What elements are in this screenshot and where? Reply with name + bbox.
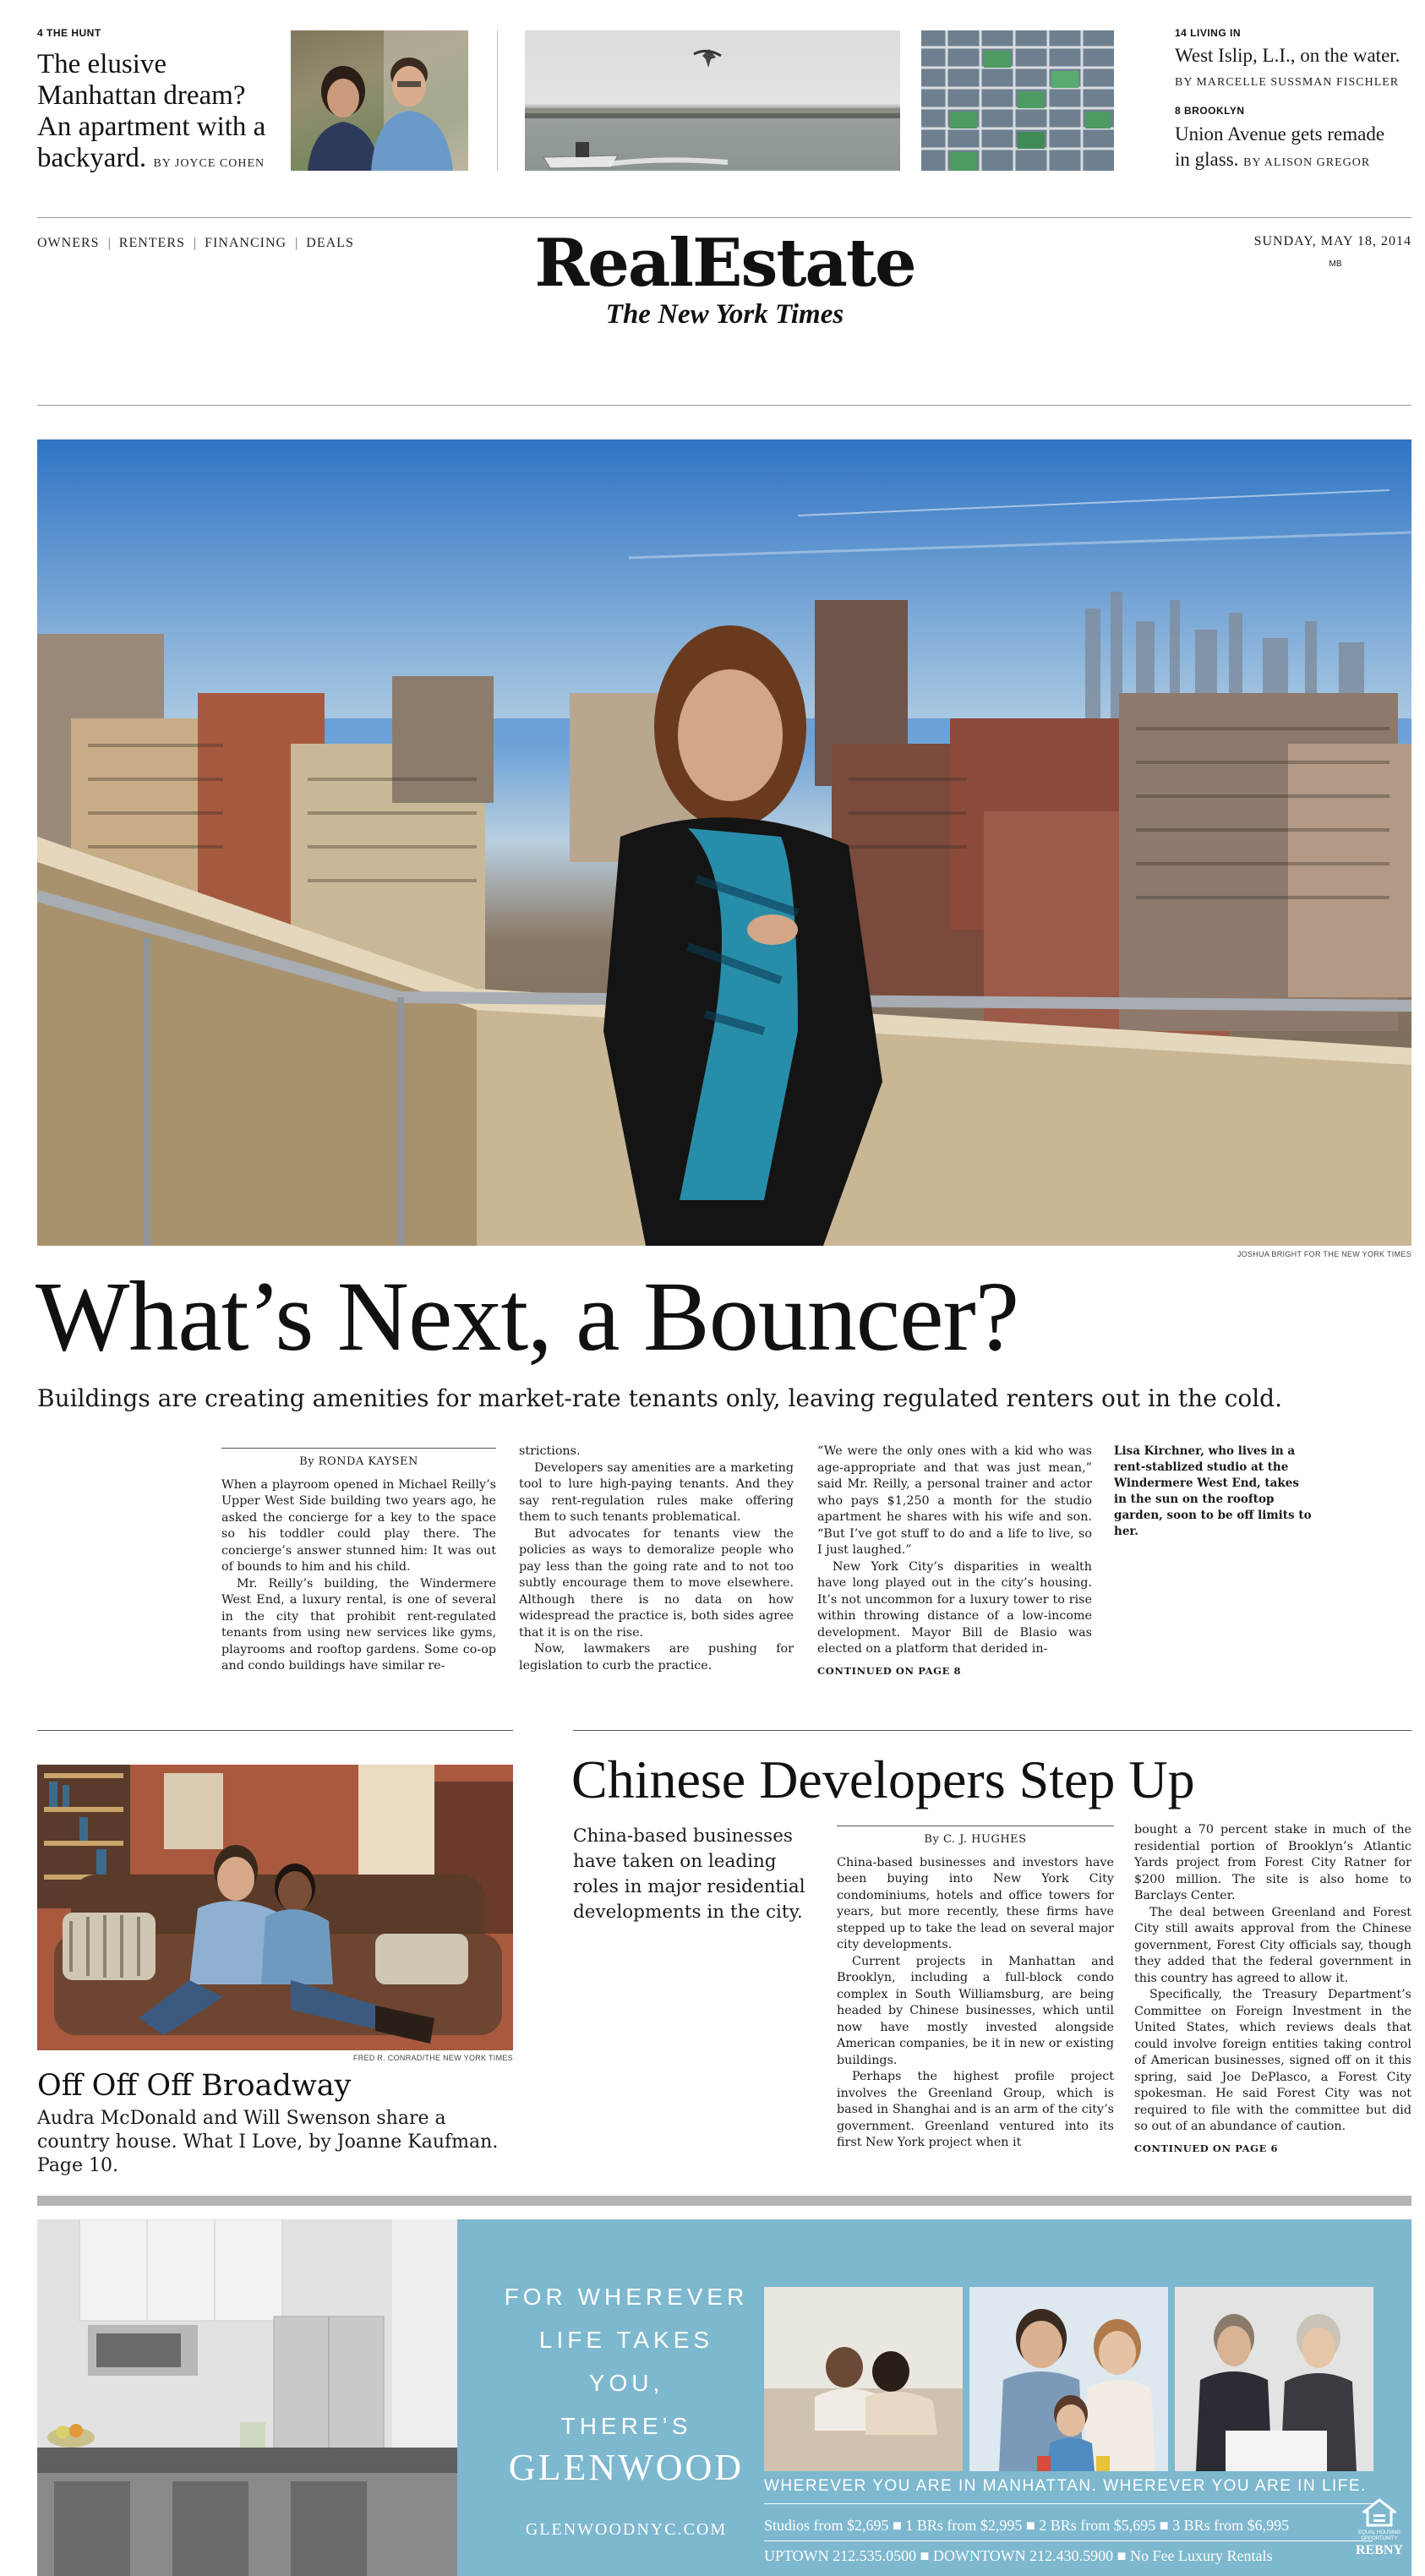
second-blurb: Audra McDonald and Will Swenson share a country house. What I Love, by Joanne Kaufman. Page 10.	[37, 2108, 499, 2176]
ad-url[interactable]: GLENWOODNYC.COM	[525, 2520, 728, 2539]
third-paragraph: Specifically, the Treasury Department’s Committee on Foreign Investment in the United States, which reviews deals that could involve foreign entities taking control of American businesses, signed off on it this spring, said Joe DePlasco, a Forest City spokesman. He said Forest City was not required to file with the committee but did so out of an abundance of caution.	[1134, 1988, 1411, 2133]
lead-paragraph: Developers say amenities are a marketing tool to lure high-paying tenants. And they say rent-regulation rules make offering them to such tenants problematical.	[519, 1460, 794, 1524]
teaser-line: The elusive	[37, 49, 167, 79]
teaser-headline-union-ave[interactable]	[1175, 122, 1420, 176]
second-story-rule	[37, 1730, 513, 1731]
boat-illustration	[525, 30, 900, 171]
couple-sofa-illustration	[764, 2287, 963, 2471]
teaser-line: An apartment with a	[37, 112, 266, 142]
third-column-2	[1134, 1822, 1411, 2157]
lead-column-1	[221, 1448, 496, 1675]
lead-paragraph: Now, lawmakers are pushing for legislation to curb the practice.	[519, 1642, 794, 1673]
lead-column-3	[817, 1444, 1092, 1679]
third-column-1	[837, 1826, 1114, 2152]
family-illustration	[969, 2287, 1168, 2471]
nav-separator: |	[193, 236, 197, 250]
kitchen-illustration	[37, 2219, 457, 2576]
teaser-line: Union Avenue gets remade	[1175, 123, 1385, 145]
second-headline[interactable]: Off Off Off Broadway	[37, 2069, 352, 2103]
ad-tagline	[457, 2275, 795, 2448]
third-paragraph: Perhaps the highest profile project involves the Greenland Group, which is based in Shanghai and is an arm of the city’s government. Greenland ventured into its first New York project when it	[837, 2070, 1114, 2149]
masthead-top-rule	[37, 217, 1411, 218]
issue-date: SUNDAY, MAY 18, 2014	[1253, 234, 1411, 248]
teaser-byline-west-islip: BY MARCELLE SUSSMAN FISCHLER	[1175, 76, 1400, 89]
third-deck: China-based businesses have taken on leading roles in major residential developments in the city.	[573, 1826, 805, 1923]
teaser-line: backyard.	[37, 143, 147, 173]
teaser-headline-hunt[interactable]	[37, 49, 291, 179]
nav-separator: |	[295, 236, 298, 250]
ad-tagline-line: YOU,	[588, 2370, 664, 2396]
glenwood-ad[interactable]	[37, 2219, 1411, 2576]
teaser-kicker-living-in: 14 LIVING IN	[1175, 27, 1242, 39]
teaser-divider	[497, 30, 498, 171]
teaser-photo-couple[interactable]	[291, 30, 468, 171]
ad-brand[interactable]: GLENWOOD	[508, 2447, 745, 2488]
teaser-kicker-brooklyn: 8 BROOKLYN	[1175, 105, 1245, 117]
ad-photo-older-couple	[1175, 2287, 1373, 2471]
third-paragraph: China-based businesses and investors have been buying into New York City condominiums, hotels and office towers for years, but more recently, these firms have stepped up to take the lead on several major city developments.	[837, 1855, 1114, 1951]
ad-contacts[interactable]: UPTOWN 212.535.0500 ■ DOWNTOWN 212.430.5900 ■ No Fee Luxury Rentals	[764, 2547, 1273, 2564]
lead-continued-link[interactable]: CONTINUED ON PAGE 8	[817, 1664, 962, 1677]
nav-deals[interactable]: DEALS	[306, 236, 354, 250]
lead-headline[interactable]: What’s Next, a Bouncer?	[35, 1261, 1019, 1372]
teaser-photo-boat[interactable]	[525, 30, 900, 171]
second-photo-credit: FRED R. CONRAD/THE NEW YORK TIMES	[352, 2054, 513, 2062]
living-room-illustration	[37, 1765, 513, 2050]
teaser-byline: BY JOYCE COHEN	[153, 157, 265, 170]
lead-paragraph: strictions.	[519, 1444, 581, 1458]
lead-paragraph: New York City’s disparities in wealth have long played out in the city’s housing. It’s not uncommon for a luxury tower to rise within throwing distance of a low-income development. Mayor Bill de Blasio was elected on a platform that derided in-	[817, 1559, 1092, 1656]
section-nav	[37, 234, 354, 251]
third-story-rule	[573, 1730, 1411, 1731]
ad-tagline-line: FOR WHEREVER	[504, 2284, 749, 2310]
nav-renters[interactable]: RENTERS	[118, 236, 185, 250]
teaser-line: Manhattan dream?	[37, 80, 246, 111]
teaser-line: in glass.	[1175, 149, 1239, 170]
ad-prices: Studios from $2,695 ■ 1 BRs from $2,995 ■ 2 BRs from $5,695 ■ 3 BRs from $6,995	[764, 2517, 1290, 2534]
third-continued-link[interactable]: CONTINUED ON PAGE 6	[1134, 2142, 1279, 2154]
teaser-byline-union-ave: BY ALISON GREGOR	[1243, 156, 1371, 169]
lead-paragraph: When a playroom opened in Michael Reilly’s Upper West Side building two years ago, he asked the concierge for a key to the space so his toddler could play there. The concierge’s answer stunned him: It was out of bounds to him and his child.	[221, 1477, 496, 1574]
lead-byline: By RONDA KAYSEN	[221, 1448, 496, 1471]
lead-deck: Buildings are creating amenities for market-rate tenants only, leaving regulated renters out in the cold.	[37, 1384, 1282, 1412]
lead-paragraph: “We were the only ones with a kid who was age-appropriate and that was just mean,” said Mr. Reilly, a personal trainer and actor who pays $1,250 a month for the studio apartment he shares with his wife and son. “But I’ve got stuff to do and a life to live, so I just laughed.”	[817, 1444, 1092, 1557]
third-headline[interactable]: Chinese Developers Step Up	[571, 1749, 1195, 1809]
couple-illustration	[291, 30, 468, 171]
equal-housing-logo	[1347, 2498, 1411, 2576]
lead-column-2	[519, 1444, 794, 1674]
lead-paragraph: Mr. Reilly’s building, the Windermere West End, a luxury rental, is one of several in the city that prohibit rent-regulated tenants from using new services like gyms, playrooms and rooftop gardens. Some co-op and condo buildings have similar re-	[221, 1576, 496, 1673]
ad-tagline-line: THERE’S	[560, 2413, 692, 2439]
edition-code: MB	[1329, 259, 1342, 269]
older-couple-illustration	[1175, 2287, 1373, 2471]
second-story-photo[interactable]	[37, 1765, 513, 2050]
rebny-logo: REBNY	[1355, 2543, 1403, 2557]
lead-paragraph: But advocates for tenants view the policies as ways to demoralize people who pay less than the going rate and to not too subtly encourage them to move elsewhere. Although there is no data on how widespread the practice is, both sides agree that it is on the rise.	[519, 1526, 794, 1640]
section-title[interactable]: RealEstate	[534, 225, 915, 302]
ad-tagline-line: LIFE TAKES	[538, 2327, 714, 2353]
equal-housing-label: EQUAL HOUSING OPPORTUNITY	[1358, 2530, 1400, 2541]
teaser-photo-building[interactable]	[921, 30, 1114, 171]
ad-divider	[764, 2503, 1373, 2504]
nav-owners[interactable]: OWNERS	[37, 236, 100, 250]
building-illustration	[921, 30, 1114, 171]
ad-top-bar	[37, 2196, 1411, 2206]
ad-photo-family	[969, 2287, 1168, 2471]
rooftop-illustration	[37, 439, 1411, 1246]
lead-photo[interactable]	[37, 439, 1411, 1246]
ad-kitchen-photo	[37, 2219, 457, 2576]
teaser-kicker-hunt: 4 THE HUNT	[37, 27, 101, 39]
masthead-bottom-rule	[37, 405, 1411, 406]
newspaper-nameplate: The New York Times	[605, 299, 844, 330]
third-paragraph: The deal between Greenland and Forest City still awaits approval from the Chinese government, Forest City officials say, though they added that the federal government in this country has agreed to allow it.	[1134, 1905, 1411, 1985]
lead-photo-credit: JOSHUA BRIGHT FOR THE NEW YORK TIMES	[1237, 1250, 1411, 1258]
equal-housing-icon	[1362, 2498, 1396, 2527]
nav-financing[interactable]: FINANCING	[205, 236, 287, 250]
third-byline: By C. J. HUGHES	[837, 1826, 1114, 1848]
ad-slogan: WHEREVER YOU ARE IN MANHATTAN. WHEREVER YOU ARE IN LIFE.	[764, 2477, 1367, 2495]
third-paragraph: bought a 70 percent stake in much of the residential portion of Brooklyn’s Atlantic Yards project from Forest City Ratner for $200 million. The site is also home to Barclays Center.	[1134, 1823, 1411, 1902]
nav-separator: |	[107, 236, 111, 250]
third-paragraph: Current projects in Manhattan and Brooklyn, including a full-block condo complex in South Williamsburg, are being headed by Chinese businesses, which until now have mostly invested alongside American companies, be it in new or existing buildings.	[837, 1954, 1114, 2067]
teaser-headline-west-islip[interactable]: West Islip, L.I., on the water.	[1175, 45, 1400, 66]
ad-photo-couple-sofa	[764, 2287, 963, 2471]
lead-photo-caption: Lisa Kirchner, who lives in a rent-stablized studio at the Windermere West End, takes in the sun on the rooftop garden, soon to be off limits to her.	[1114, 1444, 1312, 1538]
